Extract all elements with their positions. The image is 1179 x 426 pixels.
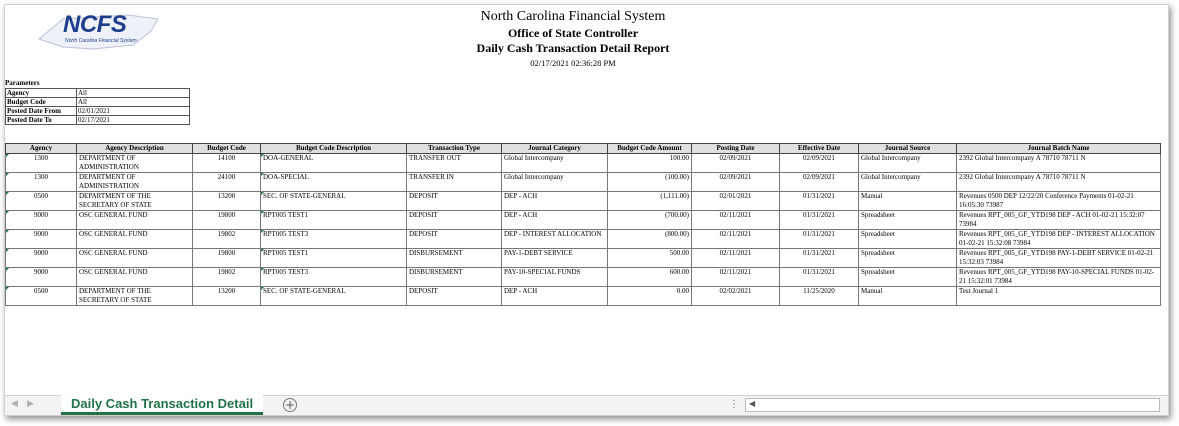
cell-budget-code-description[interactable]: SEC. OF STATE-GENERAL [261,287,407,306]
cell-budget-code[interactable]: 19802 [193,268,261,287]
cell-agency[interactable]: 9000 [6,211,77,230]
table-body [6,154,1161,306]
cell-budget-code-amount[interactable]: (100.00) [608,173,692,192]
cell-transaction-type[interactable]: TRANSFER IN [407,173,502,192]
cell-agency-description[interactable]: OSC GENERAL FUND [77,249,193,268]
report-timestamp: 02/17/2021 02:36:28 PM [530,58,616,68]
cell-budget-code-amount[interactable]: (800.00) [608,230,692,249]
parameters-table [5,88,190,125]
parameter-value[interactable]: All [77,98,190,107]
table-row [6,230,1161,249]
table-row [6,192,1161,211]
cell-journal-batch-name[interactable]: Revenues RPT_005_GF_YTD198 DEP - INTEREST ALLOCATION 01-02-21 15:32:08 73984 [957,230,1161,249]
cell-effective-date[interactable]: 01/31/2021 [780,211,859,230]
column-header-transaction-type[interactable]: Transaction Type [407,144,502,154]
cell-journal-source[interactable]: Manual [859,287,957,306]
parameter-row [6,116,190,125]
cell-budget-code-description[interactable]: RPT005 TEST3 [261,268,407,287]
report-title: Daily Cash Transaction Detail Report [476,41,670,55]
cell-effective-date[interactable]: 01/31/2021 [780,192,859,211]
cell-transaction-type[interactable]: DEPOSIT [407,192,502,211]
tab-daily-cash-transaction-detail[interactable]: Daily Cash Transaction Detail [61,395,263,415]
parameter-row [6,107,190,116]
column-header-budget-code-description[interactable]: Budget Code Description [261,144,407,154]
cell-transaction-type[interactable]: DISBURSEMENT [407,249,502,268]
cell-transaction-type[interactable]: TRANSFER OUT [407,154,502,173]
cell-effective-date[interactable]: 02/09/2021 [780,154,859,173]
cell-agency-description[interactable]: DEPARTMENT OF ADMINISTRATION [77,173,193,192]
cell-agency-description[interactable]: OSC GENERAL FUND [77,230,193,249]
column-header-budget-code[interactable]: Budget Code [193,144,261,154]
cell-effective-date[interactable]: 01/31/2021 [780,230,859,249]
cell-budget-code[interactable]: 19800 [193,211,261,230]
sheet-tab-bar [5,395,1168,416]
cell-journal-batch-name[interactable]: Revenues RPT_005_GF_YTD198 PAY-10-SPECIAL FUNDS 01-02-21 15:32:01 73984 [957,268,1161,287]
column-header-journal-batch-name[interactable]: Journal Batch Name [957,144,1161,154]
cell-journal-category[interactable]: DEP - ACH [502,211,608,230]
cell-budget-code-description[interactable]: SEC. OF STATE-GENERAL [261,192,407,211]
cell-journal-batch-name[interactable]: 2392 Global Intercompany A 78710 78711 N [957,154,1161,173]
cell-journal-batch-name[interactable]: Revenues RPT_005_GF_YTD198 PAY-1-DEBT SERVICE 01-02-21 15:32:03 73984 [957,249,1161,268]
cell-budget-code[interactable]: 13200 [193,287,261,306]
cell-journal-category[interactable]: DEP - ACH [502,287,608,306]
cell-agency-description[interactable]: OSC GENERAL FUND [77,268,193,287]
column-header-agency[interactable]: Agency [6,144,77,154]
cell-journal-source[interactable]: Spreadsheet [859,249,957,268]
column-header-effective-date[interactable]: Effective Date [780,144,859,154]
cell-posting-date[interactable]: 02/09/2021 [692,154,780,173]
cell-transaction-type[interactable]: DEPOSIT [407,287,502,306]
cell-budget-code-description[interactable]: RPT005 TEST1 [261,249,407,268]
cell-agency[interactable]: 0500 [6,192,77,211]
cell-journal-category[interactable]: PAY-1-DEBT SERVICE [502,249,608,268]
column-header-agency-description[interactable]: Agency Description [77,144,193,154]
table-row [6,211,1161,230]
logo-wordmark: NCFS [63,11,127,38]
plus-circle-icon[interactable]: + [284,398,296,412]
table-row [6,268,1161,287]
cell-journal-source[interactable]: Spreadsheet [859,211,957,230]
cell-effective-date[interactable]: 01/31/2021 [780,268,859,287]
cell-effective-date[interactable]: 02/09/2021 [780,173,859,192]
report-system-title: North Carolina Financial System [480,9,666,24]
cell-agency[interactable]: 1300 [6,154,77,173]
worksheet[interactable] [5,5,1168,395]
cell-journal-category[interactable]: Global Intercompany [502,173,608,192]
cell-posting-date[interactable]: 02/02/2021 [692,287,780,306]
cell-agency-description[interactable]: DEPARTMENT OF THE SECRETARY OF STATE [77,192,193,211]
cell-journal-category[interactable]: PAY-10-SPECIAL FUNDS [502,268,608,287]
cell-agency[interactable]: 0500 [6,287,77,306]
cell-effective-date[interactable]: 01/31/2021 [780,249,859,268]
column-header-journal-source[interactable]: Journal Source [859,144,957,154]
cell-budget-code-amount[interactable]: 100.00 [608,154,692,173]
table-row [6,154,1161,173]
cell-journal-category[interactable]: DEP - ACH [502,192,608,211]
parameter-label[interactable]: Posted Date From [6,107,77,116]
cell-posting-date[interactable]: 02/09/2021 [692,173,780,192]
chevron-left-icon[interactable]: ◀ [11,399,18,409]
table-row [6,287,1161,306]
scroll-left-icon[interactable]: ◀ [749,399,756,408]
cell-journal-category[interactable]: DEP - INTEREST ALLOCATION [502,230,608,249]
cell-agency-description[interactable]: DEPARTMENT OF THE SECRETARY OF STATE [77,287,193,306]
cell-transaction-type[interactable]: DISBURSEMENT [407,268,502,287]
cell-posting-date[interactable]: 02/01/2021 [692,192,780,211]
cell-budget-code-amount[interactable]: 500.00 [608,249,692,268]
parameter-value[interactable]: 02/17/2021 [77,116,190,125]
cell-budget-code-description[interactable]: DOA-SPECIAL [261,173,407,192]
tab-splitter-handle[interactable]: ⋮ [729,399,739,410]
cell-posting-date[interactable]: 02/11/2021 [692,211,780,230]
cell-budget-code-description[interactable]: RPT005 TEST1 [261,211,407,230]
parameters-block [5,79,190,125]
cell-posting-date[interactable]: 02/11/2021 [692,249,780,268]
cell-budget-code-amount[interactable]: 600.00 [608,268,692,287]
cell-budget-code-description[interactable]: DOA-GENERAL [261,154,407,173]
table-row [6,249,1161,268]
cell-budget-code-description[interactable]: RPT005 TEST3 [261,230,407,249]
parameter-value[interactable]: All [77,89,190,98]
cell-budget-code[interactable]: 24100 [193,173,261,192]
parameter-row [6,89,190,98]
parameter-label[interactable]: Budget Code [6,98,77,107]
cell-transaction-type[interactable]: DEPOSIT [407,230,502,249]
cell-journal-source[interactable]: Spreadsheet [859,230,957,249]
cell-agency[interactable]: 9000 [6,249,77,268]
cell-budget-code[interactable]: 14100 [193,154,261,173]
transactions-table [5,143,1161,306]
horizontal-scrollbar[interactable] [745,398,1160,412]
parameter-row [6,98,190,107]
cell-effective-date[interactable]: 11/25/2020 [780,287,859,306]
cell-budget-code-amount[interactable]: (700.00) [608,211,692,230]
cell-journal-source[interactable]: Manual [859,192,957,211]
parameter-label[interactable]: Agency [6,89,77,98]
cell-budget-code-amount[interactable]: (1,111.00) [608,192,692,211]
cell-agency-description[interactable]: DEPARTMENT OF ADMINISTRATION [77,154,193,173]
cell-journal-category[interactable]: Global Intercompany [502,154,608,173]
parameter-value[interactable]: 02/01/2021 [77,107,190,116]
cell-journal-batch-name[interactable]: 2392 Global Intercompany A 78710 78711 N [957,173,1161,192]
scrollbar-thumb[interactable] [762,401,1142,409]
logo-subtitle: North Carolina Financial System [65,38,137,44]
table-header-row [6,144,1161,154]
cell-budget-code-amount[interactable]: 0.00 [608,287,692,306]
chevron-right-icon[interactable]: ▶ [27,399,34,409]
cell-journal-source[interactable]: Global Intercompany [859,154,957,173]
column-header-budget-code-amount[interactable]: Budget Code Amount [608,144,692,154]
cell-journal-source[interactable]: Global Intercompany [859,173,957,192]
table-row [6,173,1161,192]
cell-budget-code[interactable]: 19802 [193,230,261,249]
spreadsheet-window [4,4,1169,416]
column-header-posting-date[interactable]: Posting Date [692,144,780,154]
cell-journal-batch-name[interactable]: Revenues 0500 DEP 12/22/20 Conference Payments 01-02-21 16:05:30 73987 [957,192,1161,211]
cell-posting-date[interactable]: 02/11/2021 [692,230,780,249]
cell-agency[interactable]: 1300 [6,173,77,192]
cell-journal-source[interactable]: Spreadsheet [859,268,957,287]
cell-journal-batch-name[interactable]: Revenues RPT_005_GF_YTD198 DEP - ACH 01-02-21 15:32:07 73984 [957,211,1161,230]
cell-agency[interactable]: 9000 [6,268,77,287]
parameters-heading: Parameters [5,79,40,87]
cell-transaction-type[interactable]: DEPOSIT [407,211,502,230]
cell-budget-code[interactable]: 13200 [193,192,261,211]
cell-journal-batch-name[interactable]: Test Journal 1 [957,287,1161,306]
cell-posting-date[interactable]: 02/11/2021 [692,268,780,287]
parameter-label[interactable]: Posted Date To [6,116,77,125]
cell-agency[interactable]: 9000 [6,230,77,249]
cell-budget-code[interactable]: 19800 [193,249,261,268]
cell-agency-description[interactable]: OSC GENERAL FUND [77,211,193,230]
column-header-journal-category[interactable]: Journal Category [502,144,608,154]
report-office: Office of State Controller [507,26,639,40]
